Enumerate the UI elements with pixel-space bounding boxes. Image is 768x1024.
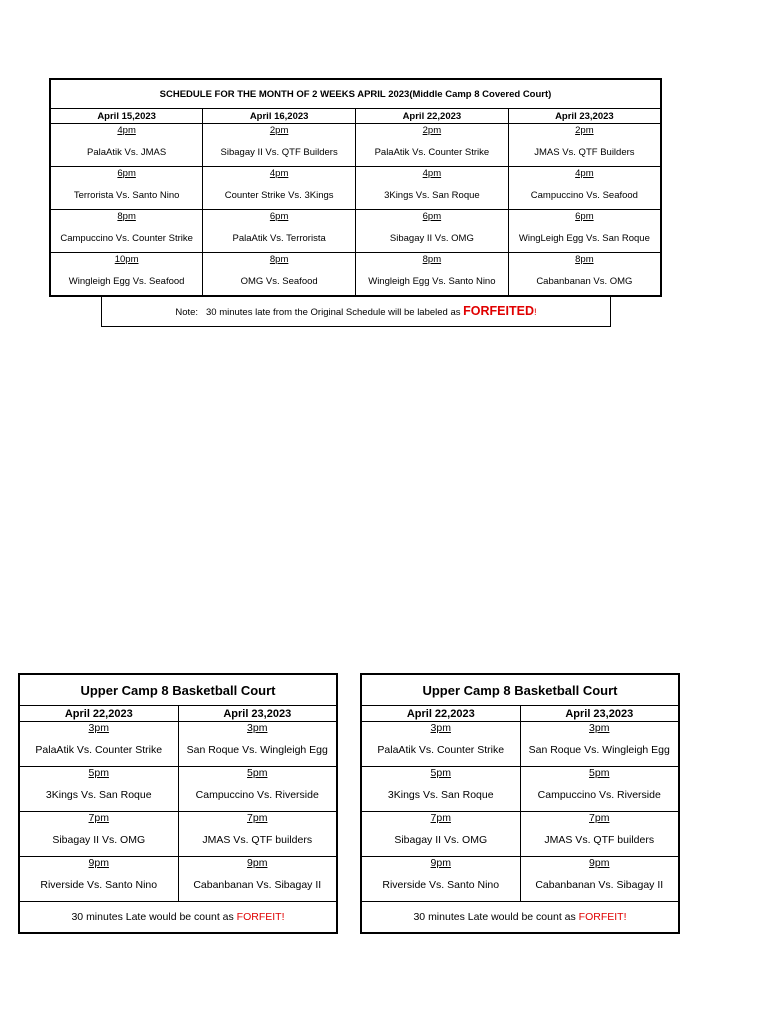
table-row xyxy=(361,812,679,857)
game-matchup: PalaAtik Vs. Counter Strike xyxy=(377,744,505,756)
game-time: 9pm xyxy=(589,857,610,869)
game-matchup: Counter Strike Vs. 3Kings xyxy=(224,190,334,201)
game-cell xyxy=(508,253,661,297)
table-row xyxy=(19,767,337,812)
game-matchup: Sibagay II Vs. OMG xyxy=(52,834,146,846)
game-matchup: Sibagay II Vs. OMG xyxy=(394,834,488,846)
game-matchup: Riverside Vs. Santo Nino xyxy=(40,879,158,891)
game-cell xyxy=(356,167,509,210)
game-matchup: JMAS Vs. QTF Builders xyxy=(534,147,635,158)
middle-camp-table xyxy=(49,78,662,297)
game-matchup: OMG Vs. Seafood xyxy=(240,276,318,287)
schedule-title: SCHEDULE FOR THE MONTH OF 2 WEEKS APRIL 2023(Middle Camp 8 Covered Court) xyxy=(50,79,661,109)
game-time: 7pm xyxy=(247,812,268,824)
date-header: April 15,2023 xyxy=(50,109,203,124)
game-time: 8pm xyxy=(269,254,289,265)
table-row xyxy=(50,124,661,167)
game-time: 4pm xyxy=(269,168,289,179)
court-title: Upper Camp 8 Basketball Court xyxy=(19,674,337,706)
game-time: 4pm xyxy=(575,168,594,179)
upper-camp-table xyxy=(360,673,680,934)
forfeited-exclamation: ! xyxy=(534,307,537,318)
game-cell xyxy=(356,253,509,297)
court-title: Upper Camp 8 Basketball Court xyxy=(361,674,679,706)
date-header: April 23,2023 xyxy=(508,109,661,124)
forfeit-label: FORFEIT! xyxy=(578,911,627,923)
game-time: 6pm xyxy=(117,168,136,179)
game-time: 7pm xyxy=(589,812,610,824)
game-time: 4pm xyxy=(117,125,136,136)
table-row xyxy=(361,767,679,812)
game-cell xyxy=(508,210,661,253)
table-row xyxy=(19,812,337,857)
game-time: 5pm xyxy=(589,767,610,779)
game-time: 3pm xyxy=(247,722,268,734)
game-matchup: PalaAtik Vs. JMAS xyxy=(87,147,167,158)
game-matchup: Cabanbanan Vs. Sibagay II xyxy=(535,879,664,891)
game-time: 9pm xyxy=(88,857,109,869)
note-text: 30 minutes Late would be count as xyxy=(71,911,237,923)
game-matchup: Campuccino Vs. Riverside xyxy=(537,789,661,801)
game-cell xyxy=(361,767,520,812)
game-time: 8pm xyxy=(575,254,594,265)
game-time: 2pm xyxy=(422,125,442,136)
game-time: 2pm xyxy=(269,125,289,136)
upper-camp-schedule-right xyxy=(360,673,680,934)
game-matchup: San Roque Vs. Wingleigh Egg xyxy=(528,744,670,756)
game-cell xyxy=(361,812,520,857)
forfeited-label: FORFEITED xyxy=(463,304,534,318)
game-time: 6pm xyxy=(269,211,289,222)
game-cell xyxy=(520,767,679,812)
game-matchup: San Roque Vs. Wingleigh Egg xyxy=(186,744,328,756)
game-cell xyxy=(361,722,520,767)
game-cell xyxy=(50,253,203,297)
game-time: 6pm xyxy=(575,211,594,222)
game-cell xyxy=(520,812,679,857)
upper-camp-schedule-left xyxy=(18,673,338,934)
game-cell xyxy=(356,124,509,167)
game-cell xyxy=(178,857,337,902)
game-matchup: 3Kings Vs. San Roque xyxy=(45,789,152,801)
game-cell xyxy=(19,767,178,812)
game-cell xyxy=(178,812,337,857)
game-cell xyxy=(508,124,661,167)
table-row xyxy=(50,167,661,210)
game-cell xyxy=(178,722,337,767)
game-cell xyxy=(19,722,178,767)
game-time: 5pm xyxy=(88,767,109,779)
game-matchup: 3Kings Vs. San Roque xyxy=(387,789,494,801)
table-row xyxy=(361,722,679,767)
game-cell xyxy=(50,210,203,253)
game-time: 7pm xyxy=(88,812,109,824)
game-cell xyxy=(19,812,178,857)
game-time: 3pm xyxy=(589,722,610,734)
game-matchup: PalaAtik Vs. Counter Strike xyxy=(374,147,490,158)
game-time: 10pm xyxy=(114,254,139,265)
game-time: 9pm xyxy=(430,857,451,869)
game-matchup: Campuccino Vs. Seafood xyxy=(530,190,638,201)
note-text: Note: 30 minutes late from the Original Schedule will be labeled as xyxy=(175,307,464,318)
game-time: 7pm xyxy=(430,812,451,824)
game-time: 4pm xyxy=(422,168,442,179)
table-row xyxy=(19,722,337,767)
game-cell xyxy=(178,767,337,812)
game-time: 2pm xyxy=(575,125,594,136)
game-cell xyxy=(361,857,520,902)
game-matchup: Terrorista Vs. Santo Nino xyxy=(73,190,180,201)
game-cell xyxy=(50,124,203,167)
game-cell xyxy=(508,167,661,210)
game-cell xyxy=(203,124,356,167)
game-matchup: JMAS Vs. QTF builders xyxy=(544,834,655,846)
date-header: April 22,2023 xyxy=(356,109,509,124)
game-matchup: Cabanbanan Vs. Sibagay II xyxy=(193,879,322,891)
game-matchup: Sibagay II Vs. QTF Builders xyxy=(220,147,338,158)
game-matchup: PalaAtik Vs. Counter Strike xyxy=(35,744,163,756)
table-row xyxy=(50,253,661,297)
game-time: 5pm xyxy=(430,767,451,779)
game-matchup: Wingleigh Egg Vs. Seafood xyxy=(68,276,185,287)
upper-camp-table xyxy=(18,673,338,934)
middle-camp-schedule xyxy=(49,78,662,318)
game-time: 5pm xyxy=(247,767,268,779)
date-header: April 23,2023 xyxy=(520,706,679,722)
table-row xyxy=(50,210,661,253)
game-matchup: Campuccino Vs. Riverside xyxy=(195,789,319,801)
note-text: 30 minutes Late would be count as xyxy=(413,911,579,923)
game-time: 8pm xyxy=(117,211,136,222)
game-time: 3pm xyxy=(88,722,109,734)
game-matchup: Sibagay II Vs. OMG xyxy=(389,233,474,244)
game-cell xyxy=(50,167,203,210)
game-cell xyxy=(19,857,178,902)
table-row xyxy=(361,857,679,902)
date-header: April 23,2023 xyxy=(178,706,337,722)
game-matchup: JMAS Vs. QTF builders xyxy=(202,834,313,846)
game-cell xyxy=(356,210,509,253)
game-cell xyxy=(203,210,356,253)
game-matchup: Wingleigh Egg Vs. Santo Nino xyxy=(368,276,496,287)
game-matchup: Riverside Vs. Santo Nino xyxy=(382,879,500,891)
forfeit-note xyxy=(361,902,679,934)
date-header: April 16,2023 xyxy=(203,109,356,124)
game-matchup: PalaAtik Vs. Terrorista xyxy=(232,233,326,244)
game-cell xyxy=(203,253,356,297)
game-matchup: 3Kings Vs. San Roque xyxy=(384,190,480,201)
game-time: 6pm xyxy=(422,211,442,222)
date-header: April 22,2023 xyxy=(361,706,520,722)
forfeit-note xyxy=(101,297,611,327)
date-header: April 22,2023 xyxy=(19,706,178,722)
game-cell xyxy=(203,167,356,210)
table-row xyxy=(19,857,337,902)
game-time: 3pm xyxy=(430,722,451,734)
game-cell xyxy=(520,722,679,767)
game-time: 8pm xyxy=(422,254,442,265)
game-cell xyxy=(520,857,679,902)
game-matchup: Cabanbanan Vs. OMG xyxy=(536,276,633,287)
game-matchup: Campuccino Vs. Counter Strike xyxy=(60,233,193,244)
forfeit-label: FORFEIT! xyxy=(236,911,285,923)
forfeit-note xyxy=(19,902,337,934)
game-matchup: WingLeigh Egg Vs. San Roque xyxy=(518,233,650,244)
game-time: 9pm xyxy=(247,857,268,869)
